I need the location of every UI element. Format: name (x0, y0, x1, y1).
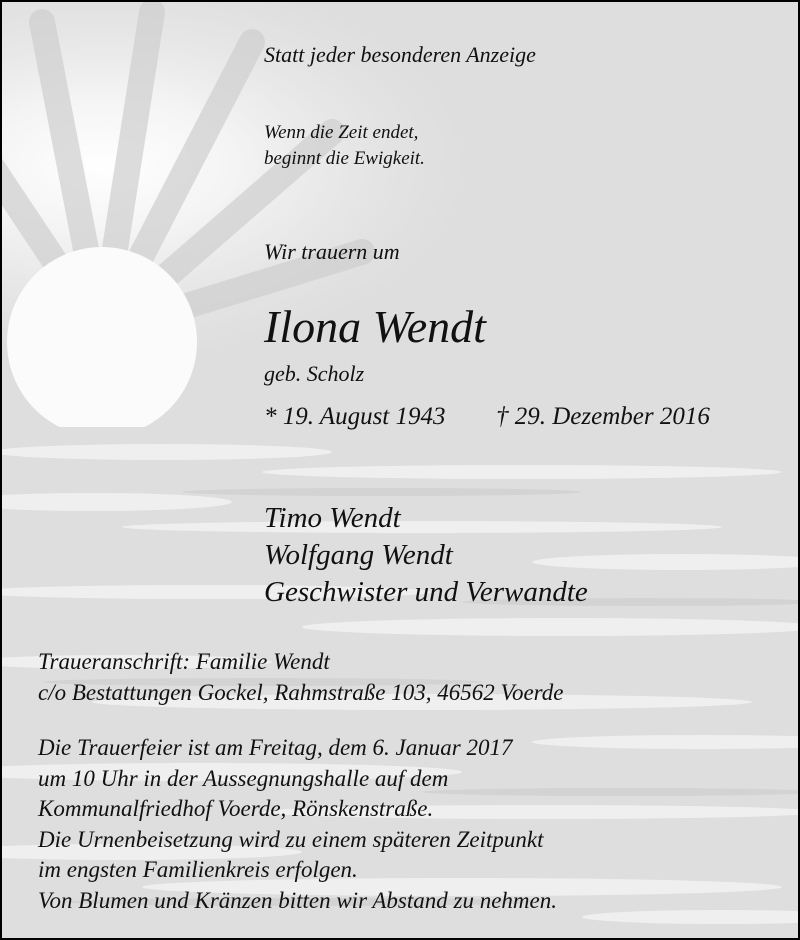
motto-line: Wenn die Zeit endet, (264, 122, 419, 143)
mourner-line: Timo Wendt (264, 502, 401, 534)
birth-date: * 19. August 1943 (264, 403, 446, 430)
ceremony-line: Von Blumen und Kränzen bitten wir Abstand zu nehmen. (38, 887, 557, 913)
address-line: Traueranschrift: Familie Wendt (38, 649, 330, 674)
motto-line: beginnt die Ewigkeit. (264, 148, 425, 169)
mourners (264, 500, 588, 611)
intro-text: Wir trauern um (264, 239, 400, 264)
motto (264, 120, 425, 172)
preamble: Statt jeder besonderen Anzeige (264, 42, 536, 67)
ceremony-line: Die Trauerfeier ist am Freitag, dem 6. Januar 2017 (38, 735, 513, 760)
mourner-line: Wolfgang Wendt (264, 539, 453, 571)
ceremony-line: im engsten Familienkreis erfolgen. (38, 857, 358, 882)
ceremony-line: Kommunalfriedhof Voerde, Rönskenstraße. (38, 796, 434, 821)
deceased-name: Ilona Wendt (264, 301, 486, 352)
ceremony-line: Die Urnenbeisetzung wird zu einem späteren Zeitpunkt (38, 826, 544, 852)
ceremony-details (38, 733, 557, 916)
mourning-address (38, 646, 564, 708)
ceremony-line: um 10 Uhr in der Aussegnungshalle auf dem (38, 765, 449, 791)
maiden-name: geb. Scholz (264, 361, 365, 386)
address-line: c/o Bestattungen Gockel, Rahmstraße 103, 46562 Voerde (38, 680, 564, 705)
mourner-line: Geschwister und Verwandte (264, 576, 588, 608)
death-date: † 29. Dezember 2016 (496, 403, 710, 430)
